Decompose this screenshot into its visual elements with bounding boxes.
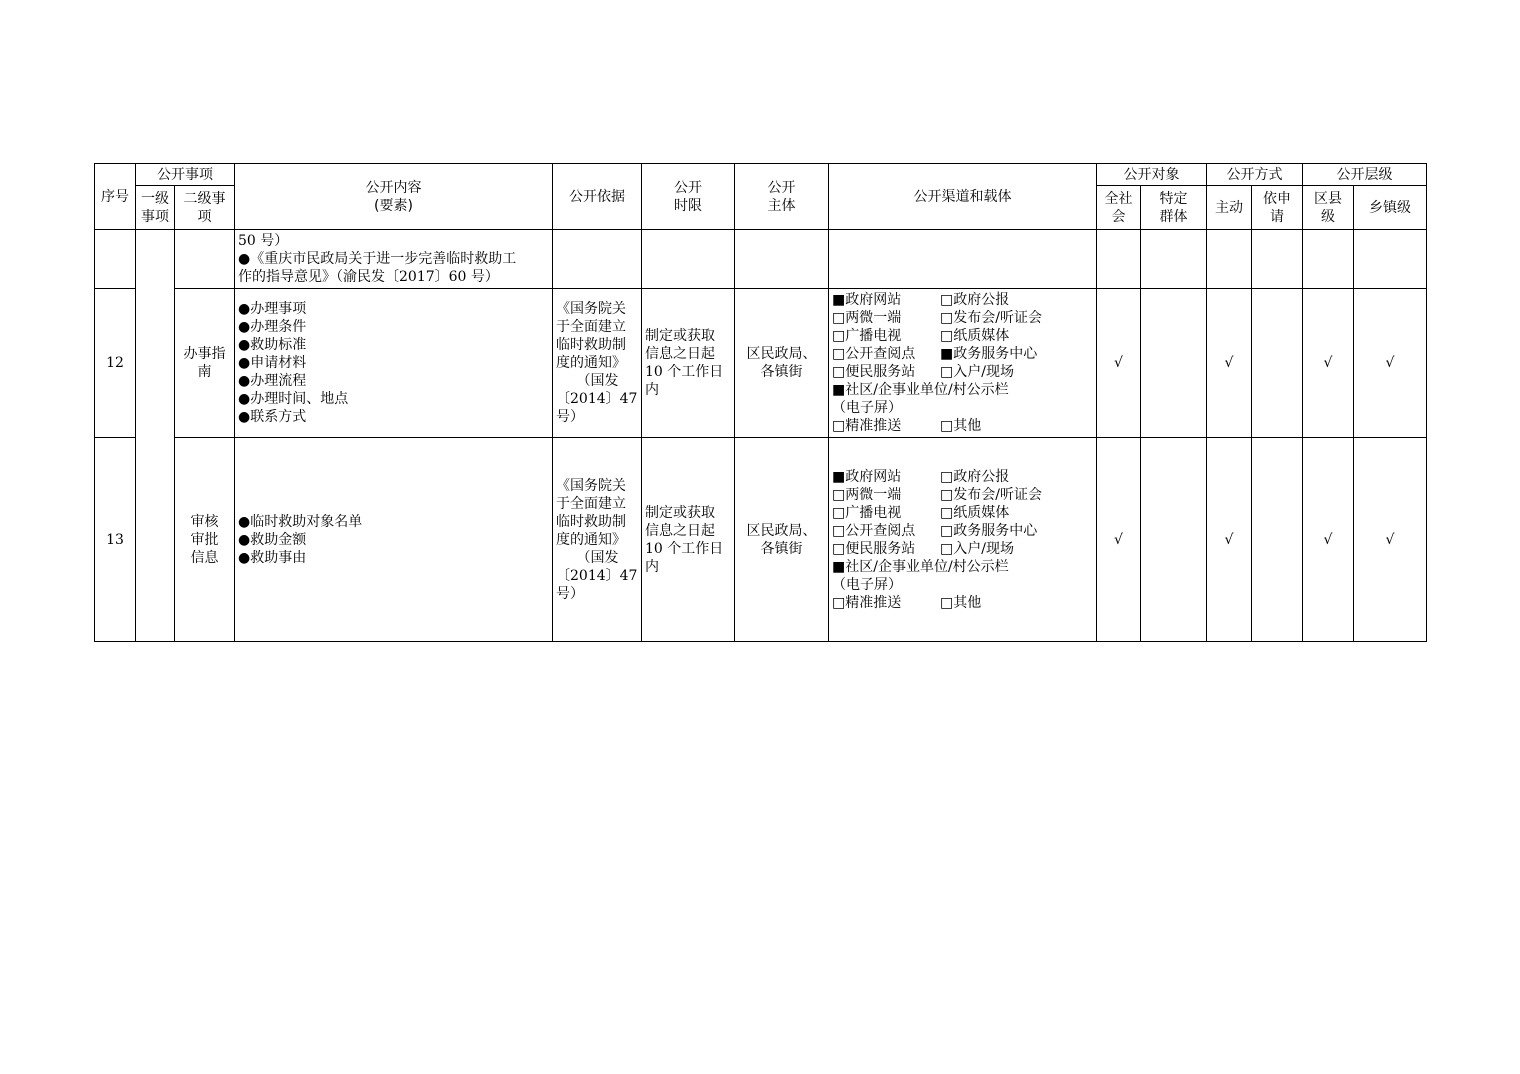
header-method-active: 主动 <box>1207 186 1252 230</box>
cell-method-active: √ <box>1207 438 1252 642</box>
cell-target-all <box>1097 230 1141 289</box>
header-subject: 公开 主体 <box>735 164 829 230</box>
cell-level2: 办事指 南 <box>175 289 235 438</box>
cell-subject: 区民政局、 各镇街 <box>735 438 829 642</box>
header-row-1 <box>95 164 1427 186</box>
cell-level2 <box>175 230 235 289</box>
disclosure-table <box>94 163 1427 642</box>
cell-content: ●临时救助对象名单 ●救助金额 ●救助事由 <box>235 438 553 642</box>
header-level-county: 区县 级 <box>1303 186 1354 230</box>
cell-time <box>642 230 735 289</box>
header-level2: 二级事 项 <box>175 186 235 230</box>
header-target: 公开对象 <box>1097 164 1207 186</box>
cell-level1 <box>136 230 175 642</box>
header-level: 公开层级 <box>1303 164 1427 186</box>
cell-method-apply <box>1252 438 1303 642</box>
header-content: 公开内容 (要素) <box>235 164 553 230</box>
cell-level-county: √ <box>1303 438 1354 642</box>
cell-method-apply <box>1252 289 1303 438</box>
cell-level-county <box>1303 230 1354 289</box>
header-item: 公开事项 <box>136 164 235 186</box>
header-seq: 序号 <box>95 164 136 230</box>
cell-seq: 12 <box>95 289 136 438</box>
cell-method-apply <box>1252 230 1303 289</box>
cell-basis: 《国务院关 于全面建立 临时救助制 度的通知》 （国发 〔2014〕47 号） <box>553 289 642 438</box>
cell-time: 制定或获取 信息之日起 10 个工作日 内 <box>642 438 735 642</box>
cell-level-town: √ <box>1354 289 1427 438</box>
cell-seq <box>95 230 136 289</box>
table-row <box>95 289 1427 438</box>
cell-method-active <box>1207 230 1252 289</box>
header-time: 公开 时限 <box>642 164 735 230</box>
cell-seq: 13 <box>95 438 136 642</box>
cell-level-town: √ <box>1354 438 1427 642</box>
header-level-town: 乡镇级 <box>1354 186 1427 230</box>
cell-target-all: √ <box>1097 289 1141 438</box>
cell-target-specific <box>1141 230 1207 289</box>
cell-level-town <box>1354 230 1427 289</box>
cell-level-county: √ <box>1303 289 1354 438</box>
table-row-continued <box>95 230 1427 289</box>
cell-content: 50 号） ●《重庆市民政局关于进一步完善临时救助工 作的指导意见》（渝民发〔2017〕60 号） <box>235 230 553 289</box>
cell-subject <box>735 230 829 289</box>
cell-basis <box>553 230 642 289</box>
table-row <box>95 438 1427 642</box>
header-basis: 公开依据 <box>553 164 642 230</box>
header-target-all: 全社 会 <box>1097 186 1141 230</box>
cell-basis: 《国务院关 于全面建立 临时救助制 度的通知》 （国发 〔2014〕47 号） <box>553 438 642 642</box>
header-channel: 公开渠道和载体 <box>829 164 1097 230</box>
cell-channel: ■政府网站 □政府公报 □两微一端 □发布会/听证会 □广播电视 □纸质媒体 □公开查阅点 ■政务服务中心 □便民服务站 □入户/现场 ■社区/企事业单位/村公示栏 （电子屏） □精准推送 □其他 <box>829 289 1097 438</box>
cell-subject: 区民政局、 各镇街 <box>735 289 829 438</box>
cell-channel <box>829 230 1097 289</box>
cell-channel: ■政府网站 □政府公报 □两微一端 □发布会/听证会 □广播电视 □纸质媒体 □公开查阅点 □政务服务中心 □便民服务站 □入户/现场 ■社区/企事业单位/村公示栏 （电子屏） □精准推送 □其他 <box>829 438 1097 642</box>
cell-method-active: √ <box>1207 289 1252 438</box>
header-method: 公开方式 <box>1207 164 1303 186</box>
cell-target-specific <box>1141 289 1207 438</box>
header-target-specific: 特定 群体 <box>1141 186 1207 230</box>
cell-content: ●办理事项 ●办理条件 ●救助标准 ●申请材料 ●办理流程 ●办理时间、地点 ●联系方式 <box>235 289 553 438</box>
cell-target-all: √ <box>1097 438 1141 642</box>
header-level1: 一级 事项 <box>136 186 175 230</box>
cell-time: 制定或获取 信息之日起 10 个工作日 内 <box>642 289 735 438</box>
header-method-apply: 依申 请 <box>1252 186 1303 230</box>
cell-target-specific <box>1141 438 1207 642</box>
cell-level2: 审核 审批 信息 <box>175 438 235 642</box>
